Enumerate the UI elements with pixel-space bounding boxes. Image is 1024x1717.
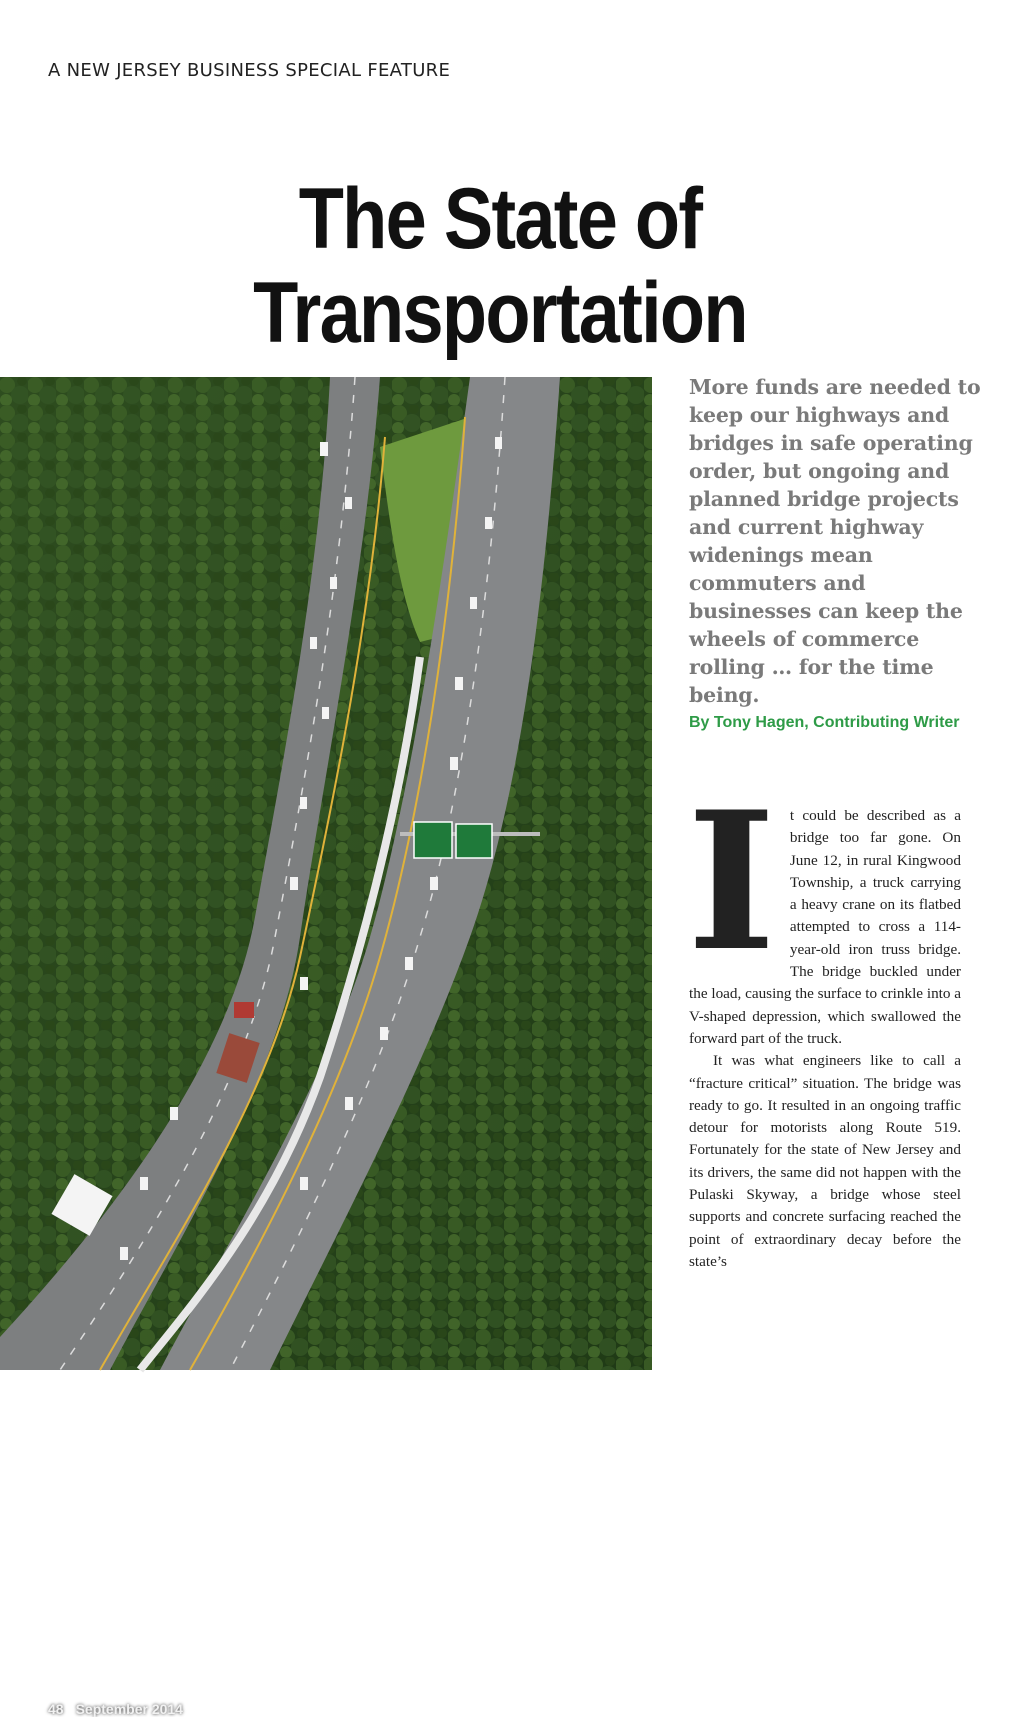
article-byline: By Tony Hagen, Contributing Writer <box>689 714 960 731</box>
highway-aerial-photo <box>0 377 652 1717</box>
paragraph-1-text: t could be described as a bridge too far gone. On June 12, in rural Kingwood Township, a truck carrying a heavy crane on its flatbed attempted to cross a 114-year-old iron truss bridge. The bridge buckled under the load, causing the surface to crinkle into a V-shaped depression, which swallowed the forward part of the truck. <box>689 807 962 1047</box>
article-dek: More funds are needed to keep our highways and bridges in safe operating order, but ongoing and planned bridge projects and current highway widenings mean commuters and businesses can keep the wheels of commerce rolling … for the time being. <box>689 375 981 707</box>
article-body <box>687 770 962 1273</box>
article-title <box>70 172 930 360</box>
drop-cap: I <box>687 770 776 993</box>
page-number: 48 <box>48 1701 64 1717</box>
page-folio <box>48 1701 183 1717</box>
title-line-2: Transportation <box>253 265 747 361</box>
body-paragraph-2: It was what engineers like to call a “fracture critical” situation. The bridge was ready to go. It resulted in an ongoing traffic detour for motorists along Route 519. Fortunately for the state of New Jersey and its drivers, the same did not happen with the Pulaski Skyway, a bridge whose steel supports and concrete surfacing reached the point of extraordinary decay before the state’s <box>689 1052 961 1270</box>
title-line-1: The State of <box>298 171 702 267</box>
issue-date: September 2014 <box>75 1701 183 1717</box>
section-kicker: A NEW JERSEY BUSINESS SPECIAL FEATURE <box>48 60 451 81</box>
body-paragraph-1 <box>687 770 962 1050</box>
